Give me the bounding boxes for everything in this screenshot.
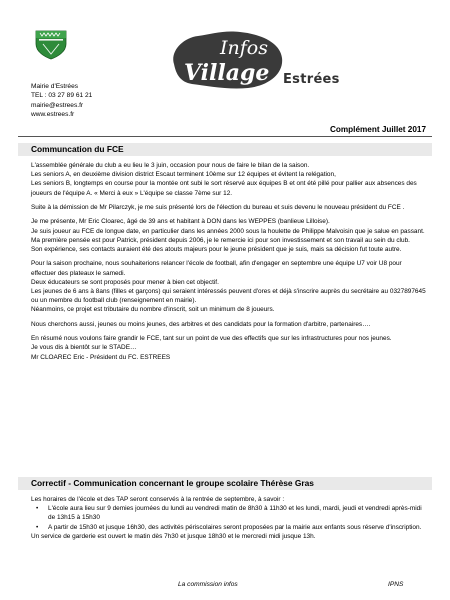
paragraph: Suite à la démission de Mr Pilarczyk, je me suis présenté lors de l'élection du bureau et suis devenu le nouveau président du FCE .: [31, 204, 405, 211]
signature-line: Mr CLOAREC Eric - Président du FC. ESTREES: [31, 353, 171, 361]
website-link[interactable]: www.estrees.fr: [31, 111, 75, 119]
logo-word-estrees: Estrées: [283, 72, 340, 87]
paragraph: Les jeunes de 6 ans à 8ans (filles et garçons) qui seraient intéressés peuvent d'ores et déjà s'inscrire auprès du secrétaire au 0327897645 ou un membre du football club (renseignement en mairie).: [31, 288, 426, 305]
paragraph: Deux éducateurs se sont proposés pour mener à bien cet objectif.: [31, 278, 219, 286]
phone-number: TEL : 03 27 89 61 21: [31, 92, 93, 100]
village-crest-icon: [35, 30, 67, 60]
bullet-item: • L'école aura lieu sur 9 demies journées du lundi au vendredi matin de 8h30 à 11h30 et les lundi, mardi, jeudi et vendredi après-midi de 13h15 à 15h30: [31, 504, 427, 522]
footer-ipns: IPNS: [388, 581, 404, 588]
paragraph: Pour la saison prochaine, nous souhaiterions relancer l'école de football, afin d'engager en septembre une équipe U7 voir U8 pour effectuer des plateaux le samedi.: [31, 260, 402, 277]
section-body-fce: [31, 161, 427, 362]
header-divider: [18, 136, 432, 137]
paragraph: Les horaires de l'école et des TAP seront conservés à la rentrée de septembre, à savoir :: [31, 496, 285, 503]
issue-date: Complément Juillet 2017: [329, 125, 426, 134]
email-address: mairie@estrees.fr: [31, 101, 84, 109]
paragraph: Je me présente, Mr Eric Cloarec, âgé de 39 ans et habitant à DON dans les WEPPES (banlieue Lilloise).: [31, 218, 330, 226]
paragraph: Nous cherchons aussi, jeunes ou moins jeunes, des arbitres et des candidats pour la formation d'arbitre, partenaires….: [31, 320, 371, 328]
footer-commission: La commission infos: [178, 581, 238, 588]
org-name: Mairie d'Estrées: [31, 83, 79, 90]
paragraph: L'assemblée générale du club a eu lieu le 3 juin, occasion pour nous de faire le bilan de la saison.: [31, 162, 310, 169]
section-body-school: [31, 495, 427, 541]
paragraph: Néanmoins, ce projet est tributaire du nombre d'inscrit, soit un minimum de 8 joueurs.: [31, 306, 275, 314]
section-title-school: Correctif - Communication concernant le groupe scolaire Thérèse Gras: [18, 477, 432, 490]
paragraph: Les seniors B, longtemps en course pour la montée ont subi le sort réservé aux équipes B et ont été pillé pour pallier aux absences des joueurs de l'équipe A. « Merci à eux » L'équipe se classe 7ème sur 12.: [31, 180, 417, 197]
section-title-fce: Communcation du FCE: [18, 143, 432, 156]
logo-word-village: Village: [184, 60, 270, 86]
bullet-item: • A partir de 15h30 et jusque 16h30, des activités périscolaires seront proposées par la mairie aux enfants sous réserve d'inscription.: [31, 523, 427, 532]
logo-word-infos: Infos: [220, 37, 268, 59]
paragraph: En résumé nous voulons faire grandir le FCE, tant sur un point de vue des effectifs que sur les infrastructures pour nos jeunes.: [31, 335, 392, 343]
paragraph: Son expérience, ses contacts auraient été des atouts majeurs pour le jeune président que je suis, mais sa décision fut toute autre.: [31, 246, 402, 253]
paragraph: Je vous dis à bientôt sur le STADE…: [31, 344, 137, 352]
paragraph: Ma première pensée est pour Patrick, président depuis 2006, je le remercie ici pour son investissement et son travail au sein du club.: [31, 236, 410, 244]
paragraph: Je suis joueur au FCE de longue date, en particulier dans les années 2000 sous la houlette de Philippe Malvoisin que je salue en passant.: [31, 227, 425, 235]
contact-block: [31, 82, 92, 120]
paragraph: Un service de garderie est ouvert le matin dès 7h30 et jusque 18h30 et le mercredi midi jusque 13h.: [31, 532, 316, 540]
infos-village-logo: [168, 24, 286, 94]
paragraph: Les seniors A, en deuxième division district Escaut terminent 10ème sur 12 équipes et évitent la relégation,: [31, 171, 336, 179]
